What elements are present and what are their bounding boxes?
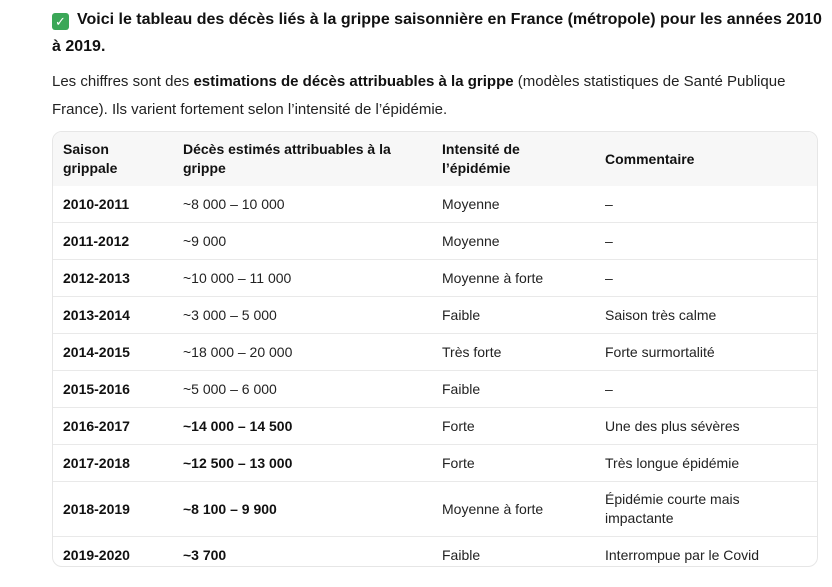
cell-comment: – <box>597 260 817 297</box>
header-comment: Commentaire <box>605 150 695 167</box>
cell-deaths: ~3 700 <box>175 537 434 568</box>
header-season: Saison grippale <box>63 141 118 176</box>
cell-deaths: ~8 000 – 10 000 <box>183 195 285 212</box>
cell-comment: – <box>605 195 613 212</box>
cell-deaths: ~3 000 – 5 000 <box>175 297 434 334</box>
cell-intensity: Moyenne à forte <box>434 260 597 297</box>
cell-comment: – <box>597 223 817 260</box>
cell-deaths: ~8 100 – 9 900 <box>175 482 434 537</box>
response-heading <box>52 6 824 60</box>
intro-paragraph <box>52 68 822 124</box>
cell-intensity: Forte <box>434 408 597 445</box>
table-row <box>53 334 817 371</box>
table-row <box>53 408 817 445</box>
cell-deaths: ~14 000 – 14 500 <box>175 408 434 445</box>
cell-intensity: Moyenne <box>434 223 597 260</box>
cell-comment: Forte surmortalité <box>597 334 817 371</box>
cell-comment: Interrompue par le Covid <box>597 537 817 568</box>
deaths-table-container <box>52 131 818 567</box>
cell-season: 2018-2019 <box>53 482 175 537</box>
intro-suffix: (modèles statistiques de Santé Publique France). Ils varient fortement selon l’intensité de l’épidémie. <box>52 73 786 118</box>
cell-season: 2013-2014 <box>53 297 175 334</box>
cell-intensity: Très forte <box>434 334 597 371</box>
table-header-row <box>53 132 817 186</box>
deaths-table <box>53 132 817 567</box>
cell-intensity: Faible <box>434 371 597 408</box>
intro-bold: estimations de décès attribuables à la grippe <box>193 73 514 90</box>
cell-deaths: ~18 000 – 20 000 <box>175 334 434 371</box>
table-row <box>53 223 817 260</box>
cell-season: 2012-2013 <box>53 260 175 297</box>
header-intensity: Intensité de l’épidémie <box>442 141 520 176</box>
cell-comment: Très longue épidémie <box>597 445 817 482</box>
table-row <box>53 482 817 537</box>
cell-season: 2011-2012 <box>53 223 175 260</box>
cell-comment: Saison très calme <box>597 297 817 334</box>
cell-comment: Épidémie courte mais impactante <box>597 482 817 537</box>
cell-intensity: Moyenne <box>442 195 500 212</box>
intro-prefix: Les chiffres sont des <box>52 73 194 90</box>
cell-deaths: ~12 500 – 13 000 <box>175 445 434 482</box>
table-row <box>53 537 817 568</box>
table-row <box>53 186 817 223</box>
cell-season: 2019-2020 <box>53 537 175 568</box>
cell-comment: – <box>597 371 817 408</box>
cell-season: 2017-2018 <box>53 445 175 482</box>
table-row <box>53 371 817 408</box>
cell-season: 2016-2017 <box>53 408 175 445</box>
table-row <box>53 297 817 334</box>
cell-intensity: Moyenne à forte <box>434 482 597 537</box>
cell-intensity: Forte <box>434 445 597 482</box>
table-row <box>53 260 817 297</box>
check-mark-icon: ✓ <box>52 13 69 30</box>
header-deaths: Décès estimés attribuables à la grippe <box>183 141 391 176</box>
heading-text: Voici le tableau des décès liés à la grippe saisonnière en France (métropole) pour les années 2010 à 2019. <box>52 11 822 55</box>
cell-deaths: ~9 000 <box>175 223 434 260</box>
cell-season: 2014-2015 <box>53 334 175 371</box>
table-row <box>53 445 817 482</box>
cell-intensity: Faible <box>434 297 597 334</box>
cell-season: 2015-2016 <box>53 371 175 408</box>
cell-intensity: Faible <box>434 537 597 568</box>
table-body <box>53 186 817 567</box>
cell-comment: Une des plus sévères <box>597 408 817 445</box>
cell-season: 2010-2011 <box>63 195 130 212</box>
cell-deaths: ~5 000 – 6 000 <box>175 371 434 408</box>
cell-deaths: ~10 000 – 11 000 <box>175 260 434 297</box>
